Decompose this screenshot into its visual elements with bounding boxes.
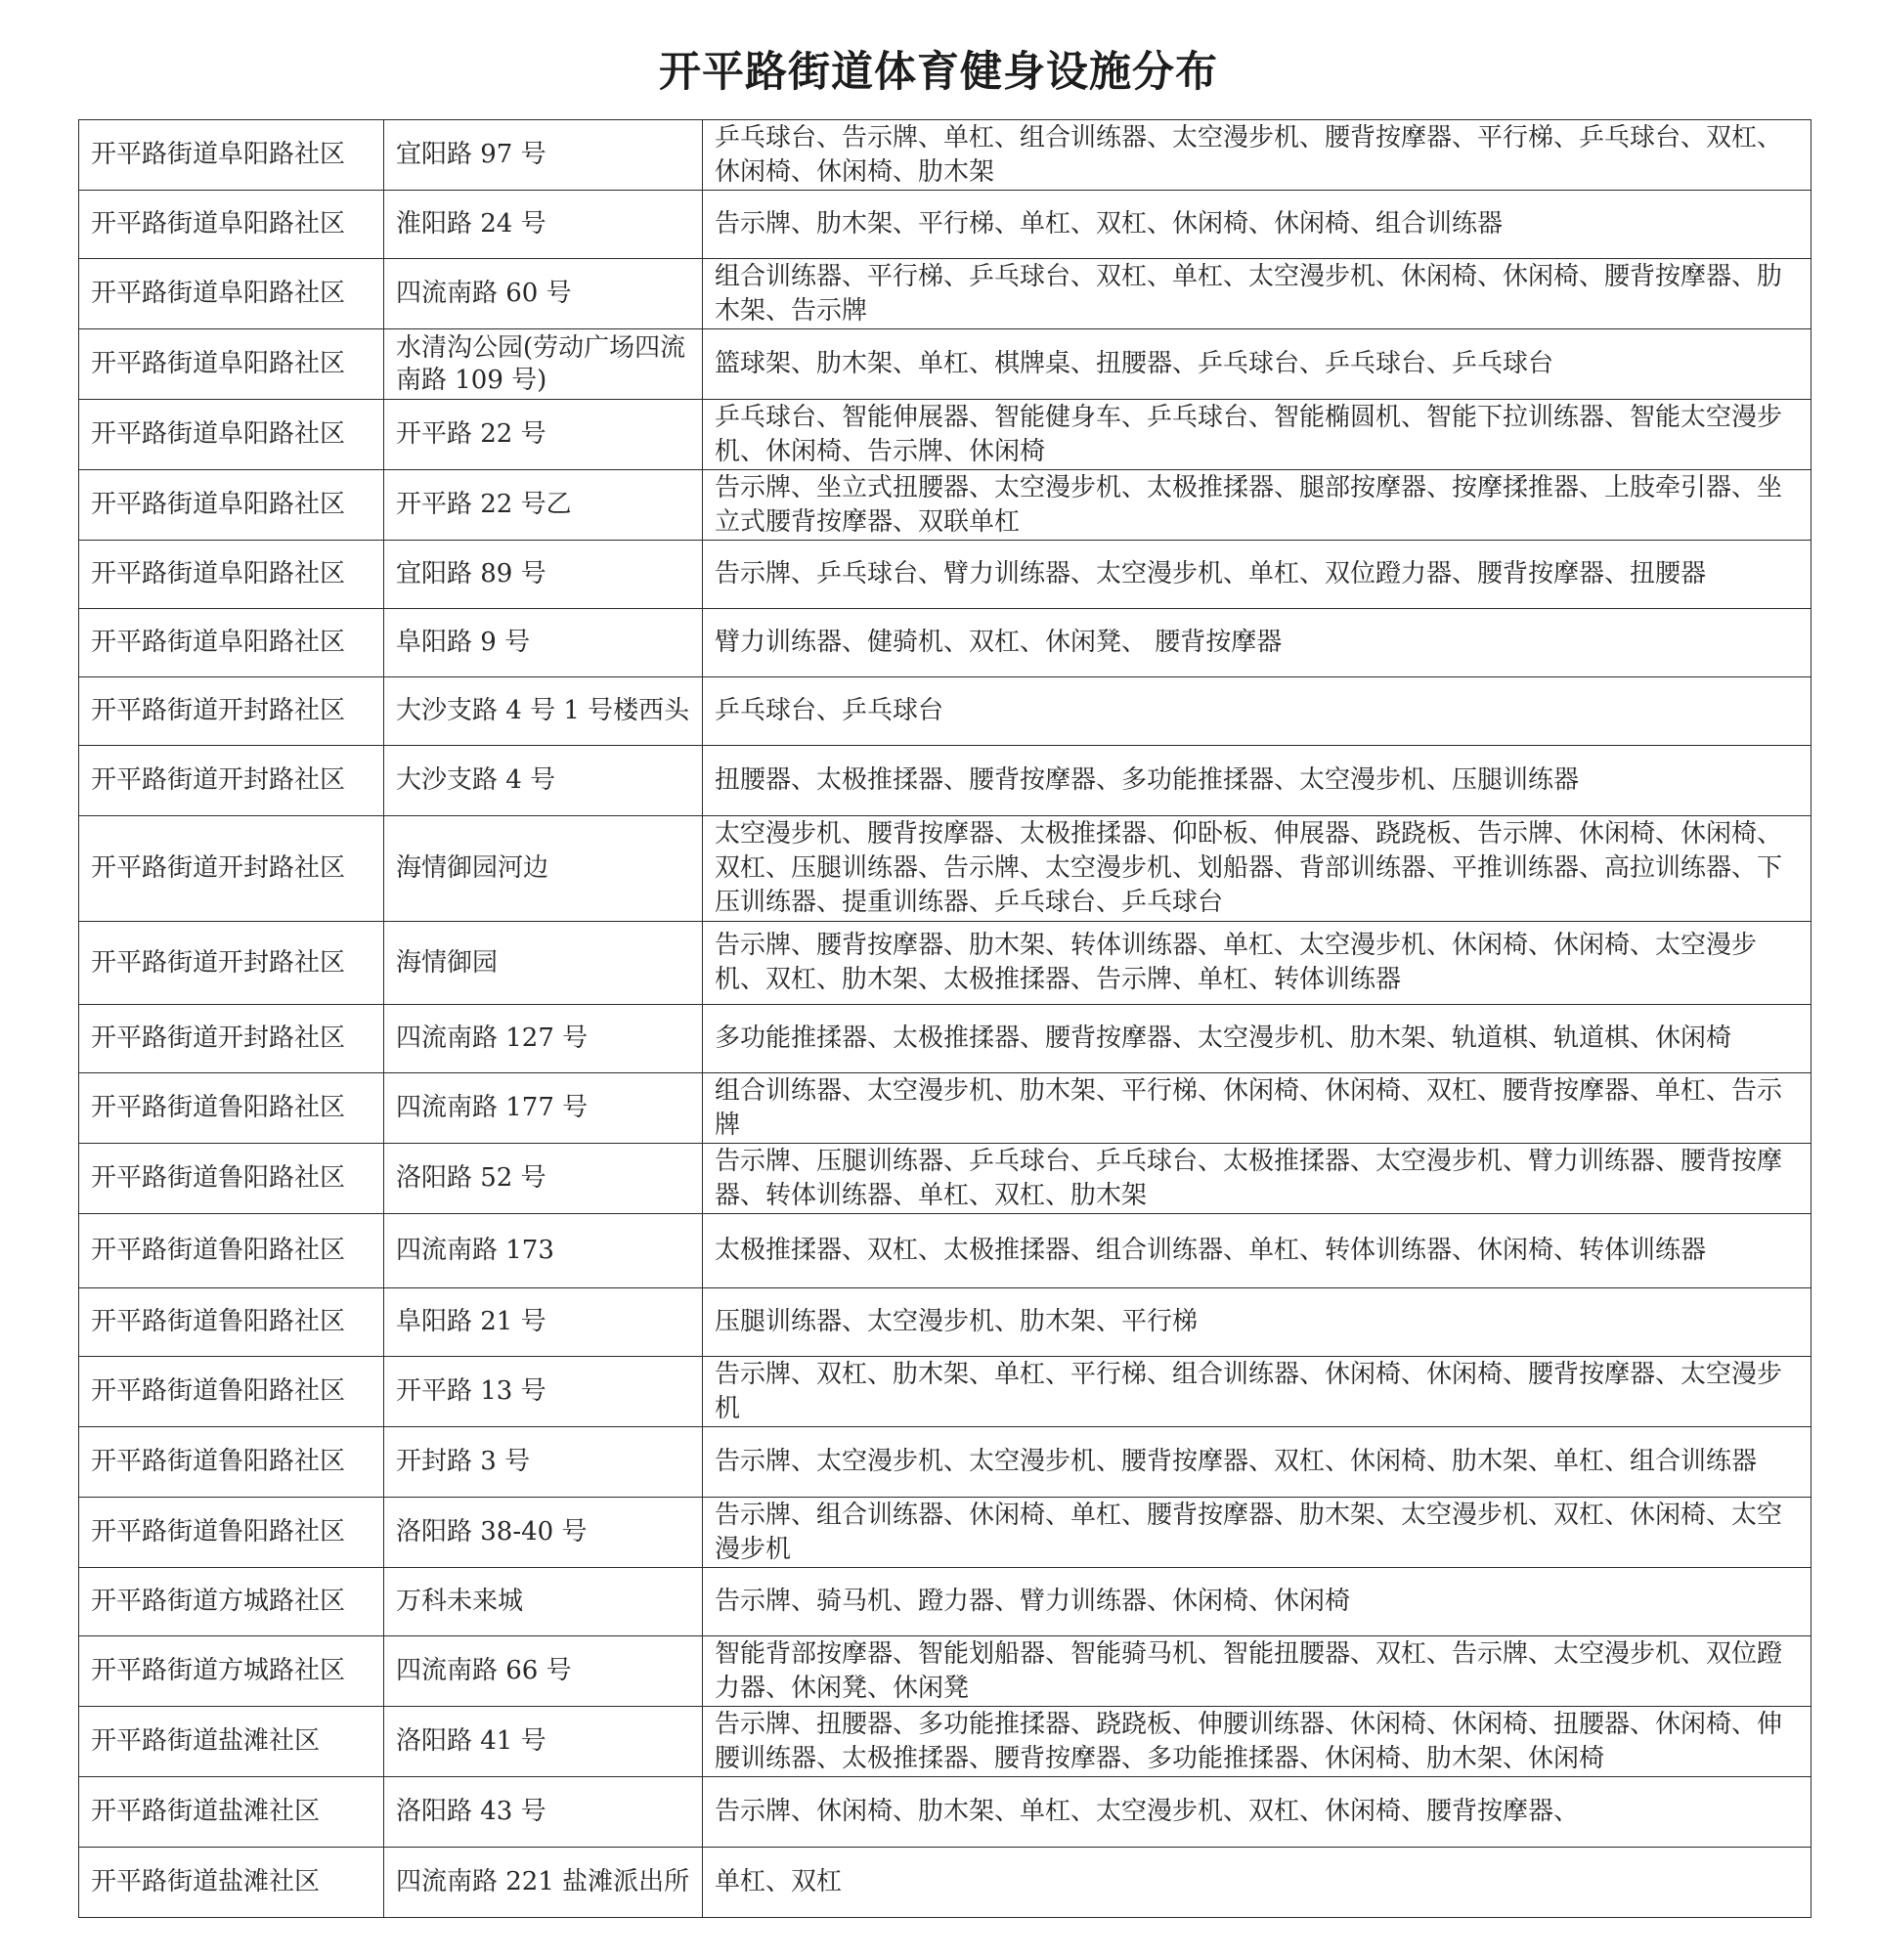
address-cell: 洛阳路 38-40 号: [384, 1498, 703, 1568]
table-row: [79, 120, 1812, 191]
table-row: [79, 259, 1812, 329]
facilities-cell: 告示牌、太空漫步机、太空漫步机、腰背按摩器、双杠、休闲椅、肋木架、单杠、组合训练器: [703, 1427, 1812, 1498]
community-cell: 开平路街道阜阳路社区: [79, 609, 384, 677]
address-cell: 开平路 13 号: [384, 1357, 703, 1427]
community-cell: 开平路街道鲁阳路社区: [79, 1288, 384, 1357]
facilities-cell: 告示牌、休闲椅、肋木架、单杠、太空漫步机、双杠、休闲椅、腰背按摩器、: [703, 1777, 1812, 1848]
page-title: 开平路街道体育健身设施分布: [659, 48, 1218, 97]
table-row: [79, 1073, 1812, 1144]
table-row: [79, 1777, 1812, 1848]
community-cell: 开平路街道盐滩社区: [79, 1777, 384, 1848]
facilities-cell: 乒乓球台、智能伸展器、智能健身车、乒乓球台、智能椭圆机、智能下拉训练器、智能太空漫步机、休闲椅、告示牌、休闲椅: [703, 400, 1812, 470]
facilities-cell: 臂力训练器、健骑机、双杠、休闲凳、 腰背按摩器: [703, 609, 1812, 677]
table-row: [79, 1288, 1812, 1357]
facilities-cell: 智能背部按摩器、智能划船器、智能骑马机、智能扭腰器、双杠、告示牌、太空漫步机、双位蹬力器、休闲凳、休闲凳: [703, 1636, 1812, 1707]
address-cell: 大沙支路 4 号 1 号楼西头: [384, 677, 703, 746]
facilities-cell: 单杠、双杠: [703, 1848, 1812, 1918]
table-row: [79, 1707, 1812, 1777]
facilities-cell: 扭腰器、太极推揉器、腰背按摩器、多功能推揉器、太空漫步机、压腿训练器: [703, 746, 1812, 816]
community-cell: 开平路街道鲁阳路社区: [79, 1427, 384, 1498]
community-cell: 开平路街道盐滩社区: [79, 1848, 384, 1918]
community-cell: 开平路街道盐滩社区: [79, 1707, 384, 1777]
facilities-cell: 乒乓球台、告示牌、单杠、组合训练器、太空漫步机、腰背按摩器、平行梯、乒乓球台、双杠、休闲椅、休闲椅、肋木架: [703, 120, 1812, 191]
table-row: [79, 677, 1812, 746]
facilities-cell: 告示牌、压腿训练器、乒乓球台、乒乓球台、太极推揉器、太空漫步机、臂力训练器、腰背按摩器、转体训练器、单杠、双杠、肋木架: [703, 1144, 1812, 1214]
community-cell: 开平路街道阜阳路社区: [79, 541, 384, 609]
community-cell: 开平路街道开封路社区: [79, 746, 384, 816]
community-cell: 开平路街道开封路社区: [79, 677, 384, 746]
table-body: [79, 120, 1812, 1918]
table-row: [79, 746, 1812, 816]
facilities-cell: 告示牌、扭腰器、多功能推揉器、跷跷板、伸腰训练器、休闲椅、休闲椅、扭腰器、休闲椅、伸腰训练器、太极推揉器、腰背按摩器、多功能推揉器、休闲椅、肋木架、休闲椅: [703, 1707, 1812, 1777]
address-cell: 四流南路 173: [384, 1214, 703, 1288]
address-cell: 开平路 22 号: [384, 400, 703, 470]
table-row: [79, 1214, 1812, 1288]
table-row: [79, 329, 1812, 400]
table-row: [79, 609, 1812, 677]
address-cell: 淮阳路 24 号: [384, 191, 703, 259]
address-cell: 四流南路 221 盐滩派出所: [384, 1848, 703, 1918]
facilities-cell: 乒乓球台、乒乓球台: [703, 677, 1812, 746]
community-cell: 开平路街道阜阳路社区: [79, 470, 384, 541]
community-cell: 开平路街道开封路社区: [79, 922, 384, 1005]
community-cell: 开平路街道开封路社区: [79, 1005, 384, 1073]
address-cell: 宜阳路 97 号: [384, 120, 703, 191]
address-cell: 阜阳路 21 号: [384, 1288, 703, 1357]
table-row: [79, 400, 1812, 470]
table-row: [79, 1144, 1812, 1214]
community-cell: 开平路街道方城路社区: [79, 1636, 384, 1707]
community-cell: 开平路街道阜阳路社区: [79, 191, 384, 259]
community-cell: 开平路街道阜阳路社区: [79, 400, 384, 470]
address-cell: 万科未来城: [384, 1568, 703, 1636]
table-row: [79, 1636, 1812, 1707]
facilities-cell: 告示牌、乒乓球台、臂力训练器、太空漫步机、单杠、双位蹬力器、腰背按摩器、扭腰器: [703, 541, 1812, 609]
address-cell: 海情御园河边: [384, 816, 703, 922]
community-cell: 开平路街道阜阳路社区: [79, 259, 384, 329]
address-cell: 宜阳路 89 号: [384, 541, 703, 609]
table-row: [79, 1498, 1812, 1568]
address-cell: 四流南路 66 号: [384, 1636, 703, 1707]
address-cell: 水清沟公园(劳动广场四流南路 109 号): [384, 329, 703, 400]
address-cell: 四流南路 60 号: [384, 259, 703, 329]
address-cell: 阜阳路 9 号: [384, 609, 703, 677]
facilities-cell: 告示牌、肋木架、平行梯、单杠、双杠、休闲椅、休闲椅、组合训练器: [703, 191, 1812, 259]
table-row: [79, 541, 1812, 609]
address-cell: 四流南路 177 号: [384, 1073, 703, 1144]
table-row: [79, 1568, 1812, 1636]
facilities-cell: 告示牌、双杠、肋木架、单杠、平行梯、组合训练器、休闲椅、休闲椅、腰背按摩器、太空漫步机: [703, 1357, 1812, 1427]
community-cell: 开平路街道方城路社区: [79, 1568, 384, 1636]
address-cell: 开封路 3 号: [384, 1427, 703, 1498]
address-cell: 海情御园: [384, 922, 703, 1005]
table-row: [79, 816, 1812, 922]
facilities-cell: 太空漫步机、腰背按摩器、太极推揉器、仰卧板、伸展器、跷跷板、告示牌、休闲椅、休闲椅、双杠、压腿训练器、告示牌、太空漫步机、划船器、背部训练器、平推训练器、高拉训练器、下压训练器、提重训练器、乒乓球台、乒乓球台: [703, 816, 1812, 922]
facilities-cell: 组合训练器、太空漫步机、肋木架、平行梯、休闲椅、休闲椅、双杠、腰背按摩器、单杠、告示牌: [703, 1073, 1812, 1144]
facilities-cell: 篮球架、肋木架、单杠、棋牌桌、扭腰器、乒乓球台、乒乓球台、乒乓球台: [703, 329, 1812, 400]
table-row: [79, 1005, 1812, 1073]
table-row: [79, 470, 1812, 541]
table-row: [79, 1357, 1812, 1427]
community-cell: 开平路街道阜阳路社区: [79, 120, 384, 191]
address-cell: 四流南路 127 号: [384, 1005, 703, 1073]
community-cell: 开平路街道鲁阳路社区: [79, 1214, 384, 1288]
table-row: [79, 922, 1812, 1005]
community-cell: 开平路街道鲁阳路社区: [79, 1498, 384, 1568]
community-cell: 开平路街道开封路社区: [79, 816, 384, 922]
address-cell: 大沙支路 4 号: [384, 746, 703, 816]
address-cell: 洛阳路 43 号: [384, 1777, 703, 1848]
address-cell: 开平路 22 号乙: [384, 470, 703, 541]
community-cell: 开平路街道鲁阳路社区: [79, 1357, 384, 1427]
facilities-cell: 告示牌、骑马机、蹬力器、臂力训练器、休闲椅、休闲椅: [703, 1568, 1812, 1636]
facilities-cell: 太极推揉器、双杠、太极推揉器、组合训练器、单杠、转体训练器、休闲椅、转体训练器: [703, 1214, 1812, 1288]
community-cell: 开平路街道阜阳路社区: [79, 329, 384, 400]
community-cell: 开平路街道鲁阳路社区: [79, 1144, 384, 1214]
facilities-cell: 压腿训练器、太空漫步机、肋木架、平行梯: [703, 1288, 1812, 1357]
facilities-cell: 告示牌、坐立式扭腰器、太空漫步机、太极推揉器、腿部按摩器、按摩揉推器、上肢牵引器、坐立式腰背按摩器、双联单杠: [703, 470, 1812, 541]
facilities-cell: 多功能推揉器、太极推揉器、腰背按摩器、太空漫步机、肋木架、轨道棋、轨道棋、休闲椅: [703, 1005, 1812, 1073]
facilities-table: [78, 119, 1812, 1918]
facilities-cell: 告示牌、腰背按摩器、肋木架、转体训练器、单杠、太空漫步机、休闲椅、休闲椅、太空漫步机、双杠、肋木架、太极推揉器、告示牌、单杠、转体训练器: [703, 922, 1812, 1005]
table-row: [79, 1427, 1812, 1498]
facilities-cell: 告示牌、组合训练器、休闲椅、单杠、腰背按摩器、肋木架、太空漫步机、双杠、休闲椅、太空漫步机: [703, 1498, 1812, 1568]
table-row: [79, 1848, 1812, 1918]
table-row: [79, 191, 1812, 259]
facilities-cell: 组合训练器、平行梯、乒乓球台、双杠、单杠、太空漫步机、休闲椅、休闲椅、腰背按摩器、肋木架、告示牌: [703, 259, 1812, 329]
address-cell: 洛阳路 52 号: [384, 1144, 703, 1214]
community-cell: 开平路街道鲁阳路社区: [79, 1073, 384, 1144]
address-cell: 洛阳路 41 号: [384, 1707, 703, 1777]
